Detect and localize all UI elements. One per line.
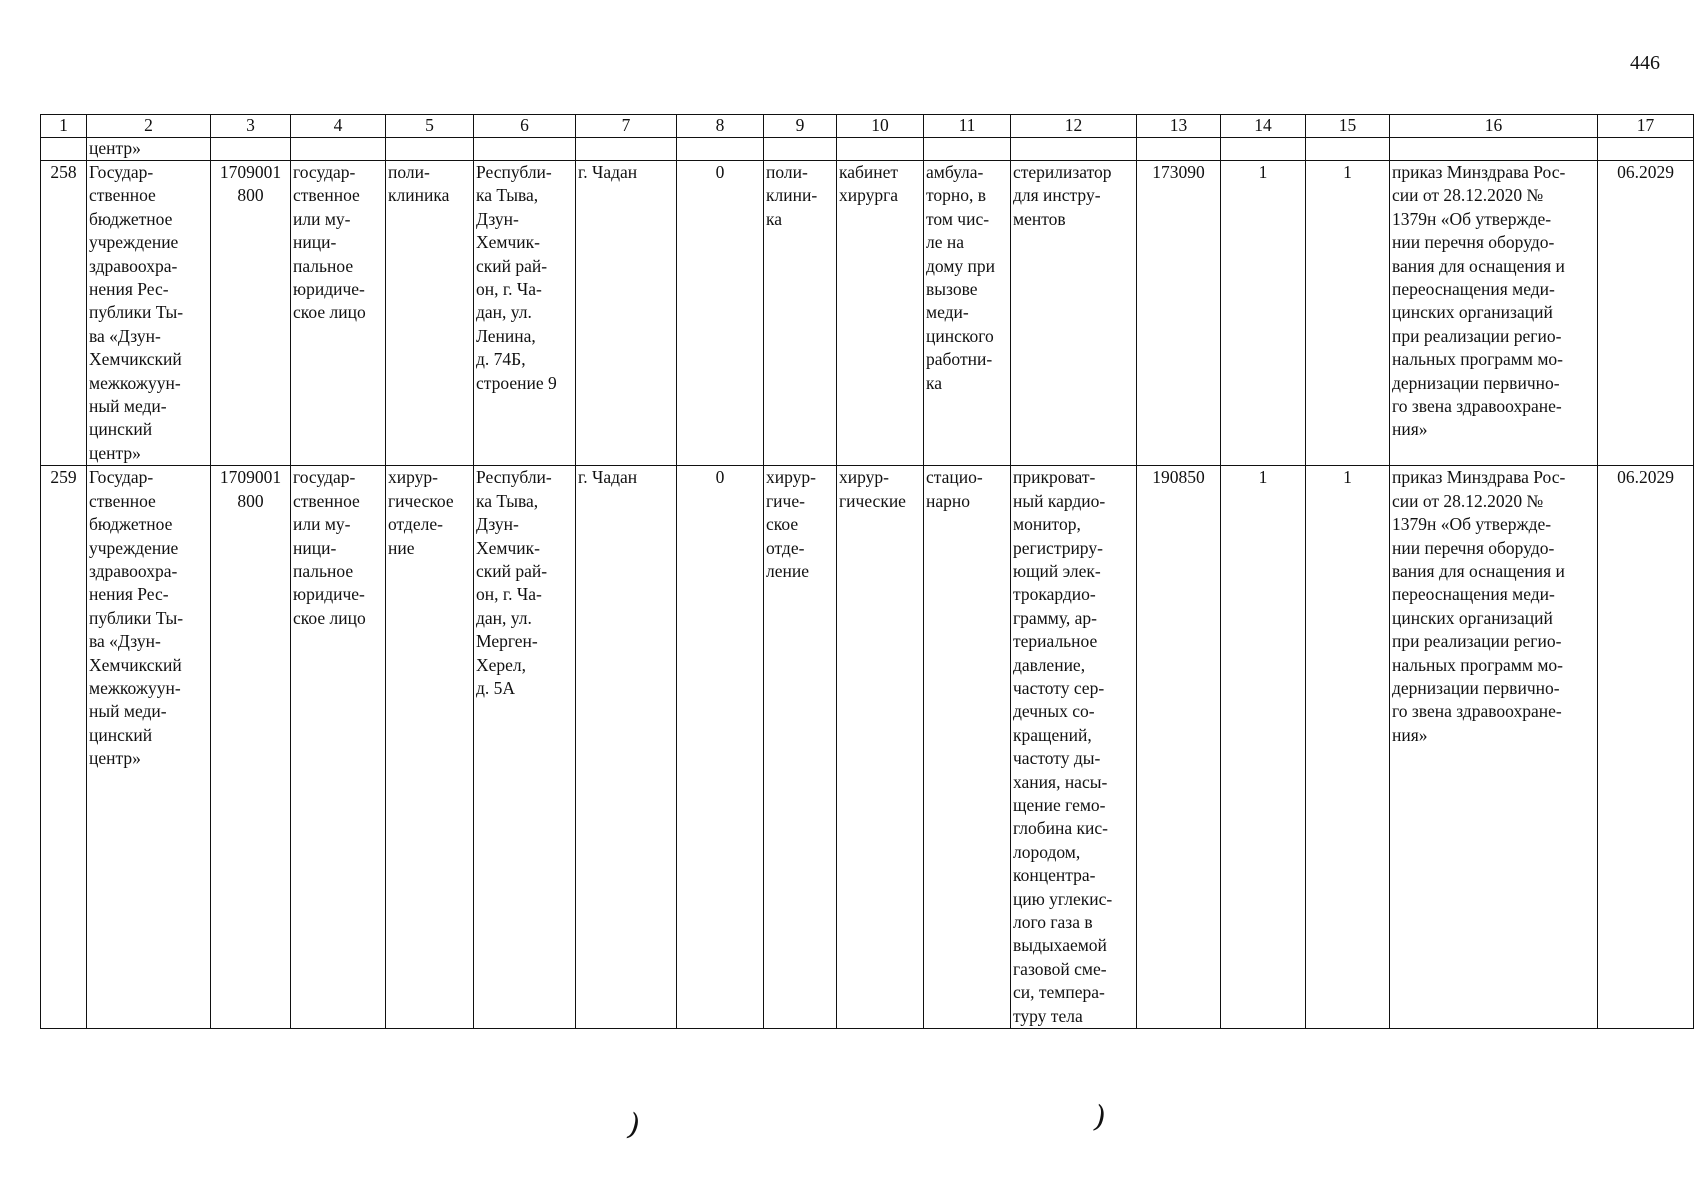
deadline-cell: 06.2029 bbox=[1598, 466, 1694, 1029]
table-cell bbox=[211, 138, 291, 161]
table-cell bbox=[576, 138, 677, 161]
header-cell: 10 bbox=[837, 115, 924, 138]
address-cell: Республи- ка Тыва, Дзун- Хемчик- ский рай- он, г. Ча- дан, ул. Ленина, д. 74Б, строение 9 bbox=[474, 161, 576, 466]
value-cell: 0 bbox=[677, 466, 764, 1029]
quantity-cell: 1 bbox=[1221, 466, 1306, 1029]
equipment-cell: стерилизатор для инстру- ментов bbox=[1011, 161, 1137, 466]
page-number: 446 bbox=[1630, 52, 1660, 74]
header-cell: 2 bbox=[87, 115, 211, 138]
header-cell: 17 bbox=[1598, 115, 1694, 138]
header-cell: 4 bbox=[291, 115, 386, 138]
equipment-register-table bbox=[40, 114, 1694, 1029]
deadline-cell: 06.2029 bbox=[1598, 161, 1694, 466]
header-cell: 16 bbox=[1390, 115, 1598, 138]
quantity-cell: 1 bbox=[1306, 466, 1390, 1029]
unit-type-cell: хирур- гическое отделе- ние bbox=[386, 466, 474, 1029]
scan-mark: ) bbox=[623, 1107, 645, 1144]
scan-mark: ) bbox=[1090, 1099, 1110, 1136]
header-cell: 13 bbox=[1137, 115, 1221, 138]
row-number-cell: 258 bbox=[41, 161, 87, 466]
header-cell: 5 bbox=[386, 115, 474, 138]
table-cell bbox=[1598, 138, 1694, 161]
header-cell: 15 bbox=[1306, 115, 1390, 138]
table-cell bbox=[1306, 138, 1390, 161]
settlement-cell: г. Чадан bbox=[576, 466, 677, 1029]
table-cell bbox=[291, 138, 386, 161]
table-cell bbox=[924, 138, 1011, 161]
quantity-cell: 1 bbox=[1306, 161, 1390, 466]
code-cell: 1709001 800 bbox=[211, 161, 291, 466]
header-cell: 14 bbox=[1221, 115, 1306, 138]
row-number-cell: 259 bbox=[41, 466, 87, 1029]
unit-type-cell: поли- клиника bbox=[386, 161, 474, 466]
table-cell: центр» bbox=[87, 138, 211, 161]
table-cell bbox=[677, 138, 764, 161]
table-cell bbox=[474, 138, 576, 161]
settlement-cell: г. Чадан bbox=[576, 161, 677, 466]
table-cell bbox=[837, 138, 924, 161]
code-cell: 1709001 800 bbox=[211, 466, 291, 1029]
care-mode-cell: стацио- нарно bbox=[924, 466, 1011, 1029]
value-cell: 0 bbox=[677, 161, 764, 466]
header-cell: 1 bbox=[41, 115, 87, 138]
department-cell: хирур- гиче- ское отде- ление bbox=[764, 466, 837, 1029]
header-cell: 6 bbox=[474, 115, 576, 138]
equipment-code-cell: 173090 bbox=[1137, 161, 1221, 466]
header-cell: 3 bbox=[211, 115, 291, 138]
institution-cell: Государ- ственное бюджетное учреждение здравоохра- нения Рес- публики Ты- ва «Дзун- Хемчикский межкожуун- ный меди- цинский центр» bbox=[87, 466, 211, 1029]
legal-form-cell: государ- ственное или му- ници- пальное юридиче- ское лицо bbox=[291, 466, 386, 1029]
quantity-cell: 1 bbox=[1221, 161, 1306, 466]
table-cell bbox=[1137, 138, 1221, 161]
care-mode-cell: амбула- торно, в том чис- ле на дому при вызове меди- цинского работни- ка bbox=[924, 161, 1011, 466]
table-cell bbox=[386, 138, 474, 161]
institution-cell: Государ- ственное бюджетное учреждение здравоохра- нения Рес- публики Ты- ва «Дзун- Хемчикский межкожуун- ный меди- цинский центр» bbox=[87, 161, 211, 466]
legal-form-cell: государ- ственное или му- ници- пальное юридиче- ское лицо bbox=[291, 161, 386, 466]
header-cell: 12 bbox=[1011, 115, 1137, 138]
header-cell: 9 bbox=[764, 115, 837, 138]
table-row bbox=[41, 161, 1694, 466]
address-cell: Республи- ка Тыва, Дзун- Хемчик- ский рай- он, г. Ча- дан, ул. Мерген- Херел, д. 5А bbox=[474, 466, 576, 1029]
room-cell: кабинет хирурга bbox=[837, 161, 924, 466]
table-cell bbox=[1221, 138, 1306, 161]
table-row bbox=[41, 466, 1694, 1029]
header-cell: 7 bbox=[576, 115, 677, 138]
equipment-cell: прикроват- ный кардио- монитор, регистриру- ющий элек- трокардио- грамму, ар- териальное давление, частоту сер- дечных со- кращений, частоту ды- хания, насы- щение гемо- глобина кис- лородом, концентра- цию углекис- лого газа в выдыхаемой газовой сме- си, темпера- туру тела bbox=[1011, 466, 1137, 1029]
column-number-header-row bbox=[41, 115, 1694, 138]
room-cell: хирур- гические bbox=[837, 466, 924, 1029]
header-cell: 8 bbox=[677, 115, 764, 138]
table-cell bbox=[41, 138, 87, 161]
table-cell bbox=[764, 138, 837, 161]
basis-order-cell: приказ Минздрава Рос- сии от 28.12.2020 № 1379н «Об утвержде- нии перечня оборудо- вания для оснащения и переоснащения меди- цинских организаций при реализации регио- нальных программ мо- дернизации первично- го звена здравоохране- ния» bbox=[1390, 161, 1598, 466]
table-cell bbox=[1011, 138, 1137, 161]
department-cell: поли- клини- ка bbox=[764, 161, 837, 466]
basis-order-cell: приказ Минздрава Рос- сии от 28.12.2020 № 1379н «Об утвержде- нии перечня оборудо- вания для оснащения и переоснащения меди- цинских организаций при реализации регио- нальных программ мо- дернизации первично- го звена здравоохране- ния» bbox=[1390, 466, 1598, 1029]
table-cell bbox=[1390, 138, 1598, 161]
header-cell: 11 bbox=[924, 115, 1011, 138]
continuation-row bbox=[41, 138, 1694, 161]
equipment-code-cell: 190850 bbox=[1137, 466, 1221, 1029]
